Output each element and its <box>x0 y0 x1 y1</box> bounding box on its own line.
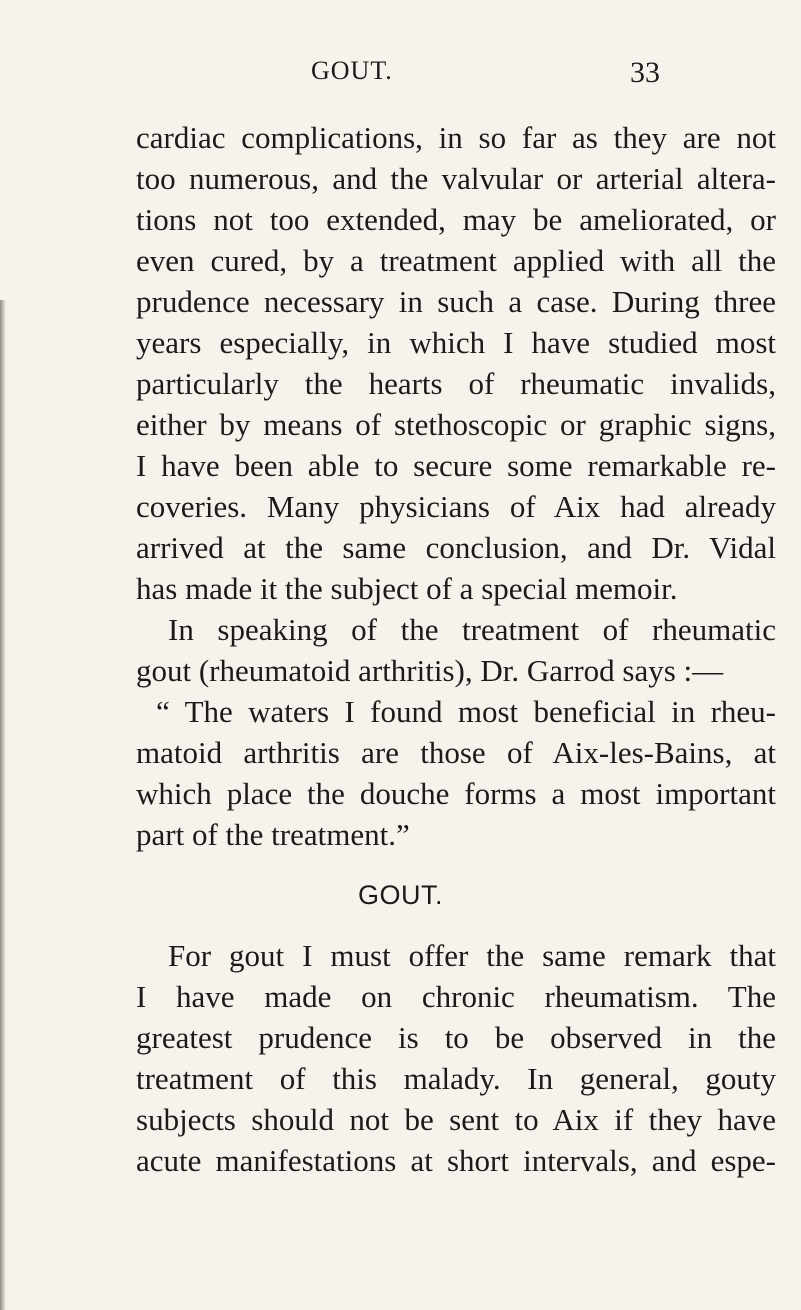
text-line: years especially, in which I have studied most <box>136 325 776 360</box>
text-line: matoid arthritis are those of Aix-les-Bains, at <box>136 735 776 770</box>
text-line: I have made on chronic rheumatism. The <box>136 979 776 1014</box>
section-heading: GOUT. <box>357 880 443 910</box>
text-line: I have been able to secure some remarkable re- <box>136 448 776 483</box>
text-line: prudence necessary in such a case. During three <box>136 284 776 319</box>
running-head <box>0 56 801 96</box>
text-line: subjects should not be sent to Aix if they have <box>136 1102 776 1137</box>
text-line: gout (rheumatoid arthritis), Dr. Garrod says :— <box>136 653 724 688</box>
text-line: particularly the hearts of rheumatic invalids, <box>136 366 776 401</box>
text-line: arrived at the same conclusion, and Dr. Vidal <box>136 530 776 565</box>
text-line: For gout I must offer the same remark that <box>168 938 776 973</box>
text-line: coveries. Many physicians of Aix had already <box>136 489 776 524</box>
text-line: greatest prudence is to be observed in the <box>136 1020 776 1055</box>
text-line: “ The waters I found most beneficial in rheu- <box>156 694 776 729</box>
text-line: either by means of stethoscopic or graphic signs, <box>136 407 776 442</box>
text-line: cardiac complications, in so far as they are not <box>136 120 776 155</box>
page-number: 33 <box>630 56 660 89</box>
text-line: even cured, by a treatment applied with all the <box>136 243 776 278</box>
text-line: acute manifestations at short intervals, and espe- <box>136 1143 776 1178</box>
running-title: GOUT. <box>311 56 393 85</box>
text-line: tions not too extended, may be ameliorated, or <box>136 202 776 237</box>
text-line: too numerous, and the valvular or arterial altera- <box>136 161 776 196</box>
page-gutter-shadow <box>0 300 6 1310</box>
text-line: which place the douche forms a most important <box>136 776 776 811</box>
text-line: treatment of this malady. In general, gouty <box>136 1061 776 1096</box>
text-line: has made it the subject of a special memoir. <box>136 571 678 606</box>
text-line: In speaking of the treatment of rheumatic <box>168 612 776 647</box>
text-line: part of the treatment.” <box>136 817 410 852</box>
